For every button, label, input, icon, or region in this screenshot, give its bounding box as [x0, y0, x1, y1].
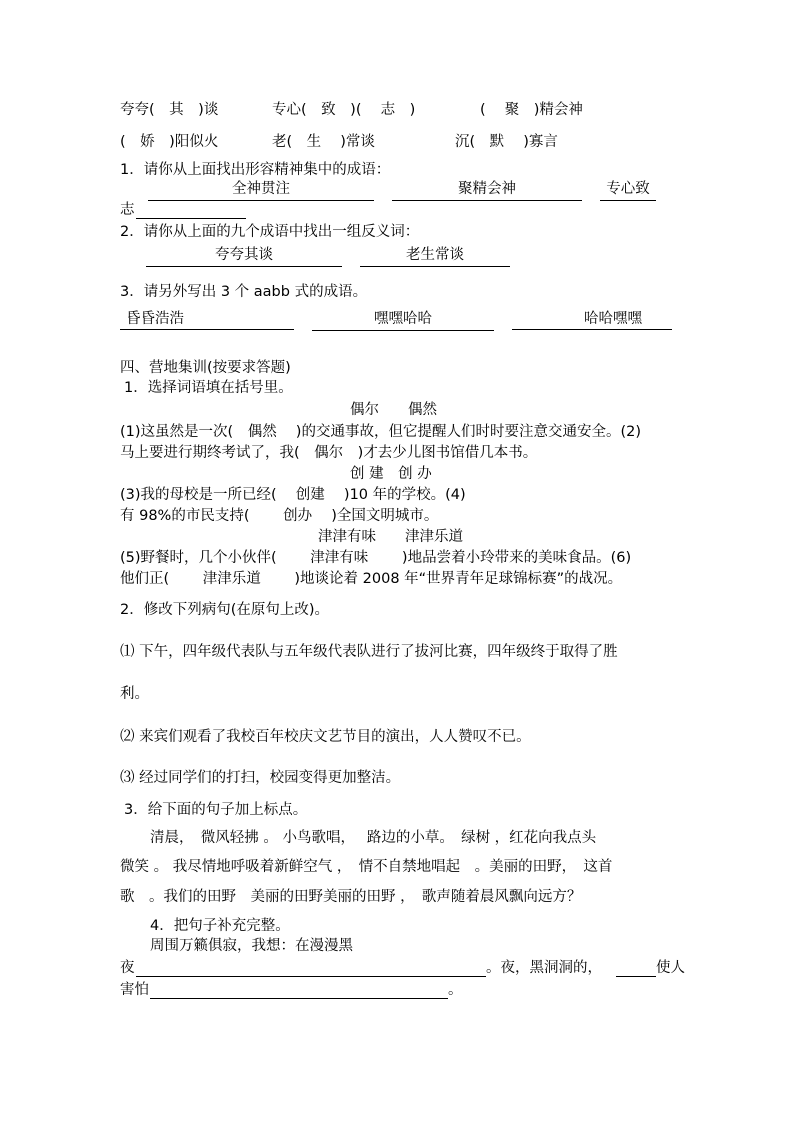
sentence-line: 有 98%的市民支持( 创办 )全国文明城市。 — [120, 508, 439, 524]
section-title: 四、营地集训(按要求答题) — [120, 360, 291, 376]
wrap-text: 志 — [120, 202, 135, 218]
idiom-1: 夸夸( 其 )谈 — [120, 102, 219, 118]
fill-blank[interactable] — [616, 956, 656, 977]
sentence-line: (3)我的母校是一所已经( 创建 )10 年的学校。(4) — [120, 487, 466, 503]
sub-question-4: 4．把句子补充完整。 — [150, 918, 290, 934]
answer-field[interactable]: 嘿嘿哈哈 — [312, 310, 494, 331]
answer-field-continued[interactable] — [136, 198, 246, 219]
punctuation-line: 微笑 。 我尽情地呼吸着新鲜空气 ， 情不自禁地唱起 。美丽的田野， 这首 — [120, 859, 613, 875]
idiom-2: 专心( 致 )( 志 ) — [272, 102, 416, 118]
word-choices: 津津有味 津津乐道 — [318, 529, 463, 545]
question-2: 2．请你从上面的九个成语中找出一组反义词： — [120, 224, 420, 240]
sick-sentence-1-end: 利。 — [120, 686, 149, 702]
sick-sentence-3: ⑶ 经过同学们的打扫，校园变得更加整洁。 — [120, 770, 401, 786]
sick-sentence-1: ⑴ 下午，四年级代表队与五年级代表队进行了拔河比赛，四年级终于取得了胜 — [120, 644, 618, 660]
punctuation-line: 歌 。我们的田野 美丽的田野美丽的田野 ， 歌声随着晨风飘向远方？ — [120, 889, 582, 905]
sub-question-3: 3．给下面的句子加上标点。 — [124, 802, 308, 818]
punctuation-line: 清晨， 微风轻拂 。 小鸟歌唱， 路边的小草。 绿树 ，红花向我点头 — [150, 830, 597, 846]
answer-field[interactable]: 专心致 — [600, 180, 656, 201]
question-3: 3．请另外写出 3 个 aabb 式的成语。 — [120, 284, 368, 300]
fill-blank[interactable] — [150, 978, 448, 999]
question-1: 1．请你从上面找出形容精神集中的成语： — [120, 162, 391, 178]
idiom-6: 沉( 默 )寡言 — [455, 134, 558, 150]
fill-text: 使人 — [656, 960, 685, 976]
answer-field[interactable]: 老生常谈 — [360, 246, 510, 267]
sick-sentence-2: ⑵ 来宾们观看了我校百年校庆文艺节目的演出，人人赞叹不已。 — [120, 729, 531, 745]
sentence-line: (5)野餐时，几个小伙伴( 津津有味 )地品尝着小玲带来的美味食品。(6) — [120, 550, 632, 566]
fill-text: 。夜，黑洞洞的， — [486, 960, 602, 976]
idiom-3: ( 聚 )精会神 — [480, 102, 583, 118]
word-choices: 偶尔 偶然 — [350, 402, 437, 418]
sentence-line: 马上要进行期终考试了，我( 偶尔 )才去少儿图书馆借几本书。 — [120, 445, 538, 461]
fill-blank[interactable] — [136, 956, 486, 977]
sub-question-2: 2．修改下列病句(在原句上改)。 — [120, 602, 330, 618]
sentence-line: 他们正( 津津乐道 )地谈论着 2008 年“世界青年足球锦标赛”的战况。 — [120, 571, 623, 587]
fill-text: 夜 — [120, 960, 135, 976]
answer-field[interactable]: 全神贯注 — [148, 180, 374, 201]
idiom-5: 老( 生 )常谈 — [272, 134, 375, 150]
idiom-4: ( 娇 )阳似火 — [120, 134, 219, 150]
answer-field[interactable]: 昏昏浩浩 — [120, 310, 294, 330]
word-choices: 创 建 创 办 — [350, 466, 432, 482]
fill-text: 。 — [448, 982, 463, 998]
answer-field[interactable]: 聚精会神 — [392, 180, 582, 201]
sentence-line: (1)这虽然是一次( 偶然 )的交通事故，但它提醒人们时时要注意交通安全。(2) — [120, 424, 641, 440]
answer-field[interactable]: 夸夸其谈 — [146, 246, 342, 267]
fill-line: 周围万籁俱寂，我想：在漫漫黑 — [150, 938, 353, 954]
fill-text: 害怕 — [120, 982, 149, 998]
sub-question-1: 1．选择词语填在括号里。 — [124, 380, 293, 396]
answer-field[interactable]: 哈哈嘿嘿 — [512, 310, 672, 330]
